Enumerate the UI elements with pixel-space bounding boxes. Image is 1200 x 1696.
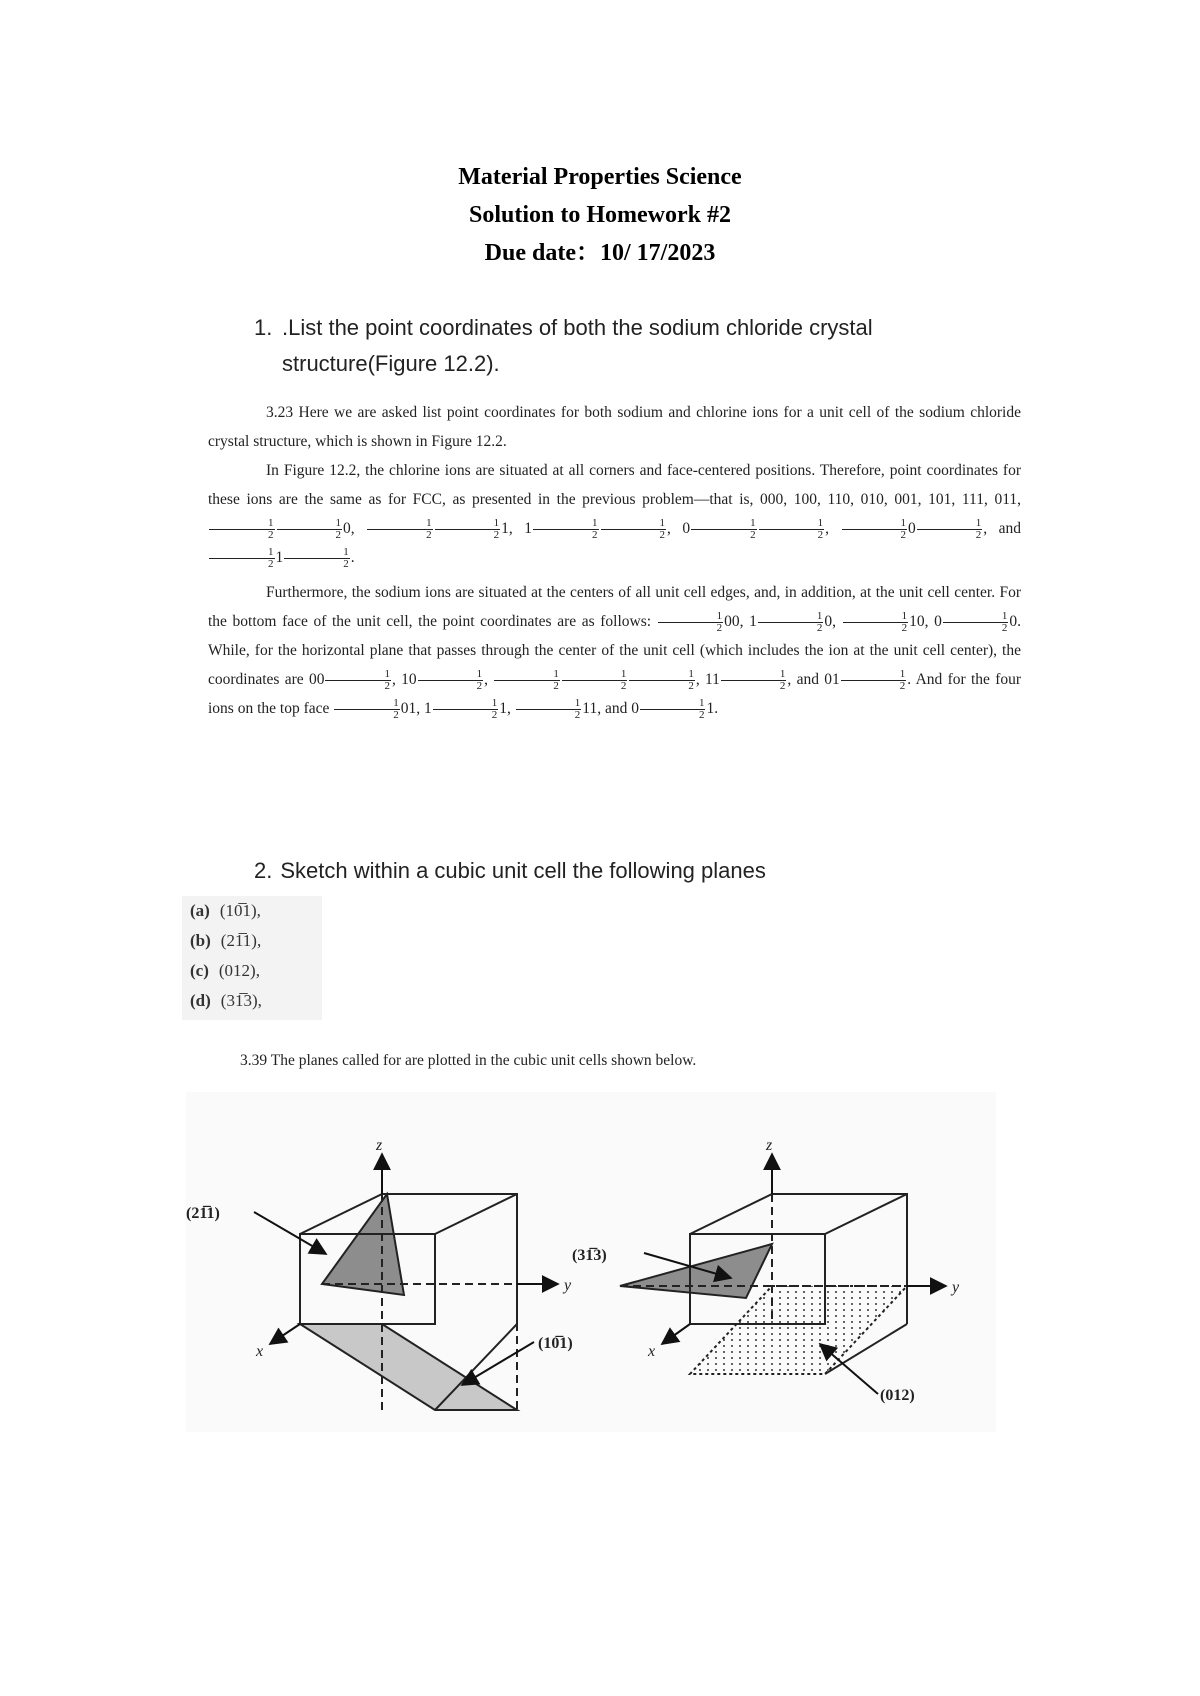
right-y-label: y — [952, 1279, 960, 1296]
right-x-axis — [662, 1324, 690, 1344]
part-b: (b) (21̅1), — [190, 931, 262, 950]
solution-3-23-sodium: Furthermore, the sodium ions are situated at the centers of all unit cell edges, and, in addition, at the unit cell center. For the bottom face of the unit cell, the point coordinates are as follows: $\frac{1}{2}$ 00, 1 $\frac{1}{2}$ 0, $\frac{1}{2}$ 10, 0 $\frac{1}{2}$ 0. While, for the horizontal plane that passes through the center of the unit cell (which includes the ion at the unit cell center), the coordinates are 00 $\frac{1}{2}$ , 10 $\frac{1}{2}$ , $\frac{1}{2}$ $\frac{1}{2}$ $\frac{1}{2}$ , 11 $\frac{1}{2}$ , and 01 $\frac{1}{2}$ . And for the four ions on the top face $\frac{1}{2}$ 01, 1 $\frac{1}{2}$ 1, $\frac{1}{2}$ 11, and 0 $\frac{1}{2}$ 1. — [208, 584, 1022, 721]
solution-3-23 — [208, 398, 1021, 723]
question-1-text: .List the point coordinates of both the sodium chloride crystal structure(Figure 12.2). — [282, 315, 873, 376]
left-x-label: x — [256, 1343, 264, 1360]
left-x-axis — [270, 1324, 300, 1344]
question-2-text: Sketch within a cubic unit cell the following planes — [280, 858, 766, 883]
left-plane-label-2-11: (21̅1) — [186, 1205, 220, 1222]
left-z-label: z — [376, 1137, 383, 1154]
solution-3-23-chlorine: In Figure 12.2, the chlorine ions are situated at all corners and face-centered positions. Therefore, point coordinates for these ions are the same as for FCC, as presented in the previous problem—that is, 000, 100, 110, 010, 001, 101, 111, 011, $\frac{1}{2}$ $\frac{1}{2}$ 0, $\frac{1}{2}$ $\frac{1}{2}$ 1, 1 $\frac{1}{2}$ $\frac{1}{2}$ , 0 $\frac{1}{2}$ $\frac{1}{2}$ , $\frac{1}{2}$ 0 $\frac{1}{2}$ , and $\frac{1}{2}$ 1 $\frac{1}{2}$ . — [208, 462, 1022, 570]
left-cube — [186, 1137, 573, 1410]
right-cube — [572, 1137, 960, 1404]
plane-3-13 — [620, 1244, 772, 1298]
plane-10-1 — [300, 1324, 517, 1410]
right-plane-label-3-13: (31̅3) — [572, 1247, 607, 1264]
homework-title: Solution to Homework #2 — [468, 202, 731, 228]
question-1-number: 1. — [254, 315, 273, 340]
question-1 — [254, 310, 974, 382]
part-c: (c) (012), — [190, 961, 260, 980]
unit-cell-diagrams — [186, 1092, 996, 1432]
due-date: Due date：10/ 17/2023 — [484, 240, 716, 266]
solution-3-23-intro: 3.23 Here we are asked list point coordinates for both sodium and chlorine ions for a unit cell of the sodium chloride crystal structure, which is shown in Figure 12.2. — [208, 404, 1021, 450]
left-y-label: y — [564, 1277, 572, 1294]
left-plane-label-10-1: (10̅1) — [538, 1335, 573, 1352]
question-2-number: 2. — [254, 858, 273, 883]
plane-2-11 — [322, 1194, 404, 1295]
right-x-label: x — [648, 1343, 656, 1360]
part-a: (a) (10̅1), — [190, 901, 261, 920]
part-d: (d) (31̅3), — [190, 991, 262, 1010]
solution-3-39: 3.39 The planes called for are plotted in the cubic unit cells shown below. — [240, 1052, 697, 1069]
plane-012 — [690, 1286, 907, 1374]
unit-cell-figure — [186, 1092, 996, 1432]
question-2 — [254, 858, 766, 884]
title-block — [0, 158, 1200, 272]
right-plane-label-012: (012) — [880, 1387, 915, 1404]
course-title: Material Properties Science — [458, 164, 742, 190]
right-z-label: z — [766, 1137, 773, 1154]
question-2-parts — [182, 896, 322, 1020]
